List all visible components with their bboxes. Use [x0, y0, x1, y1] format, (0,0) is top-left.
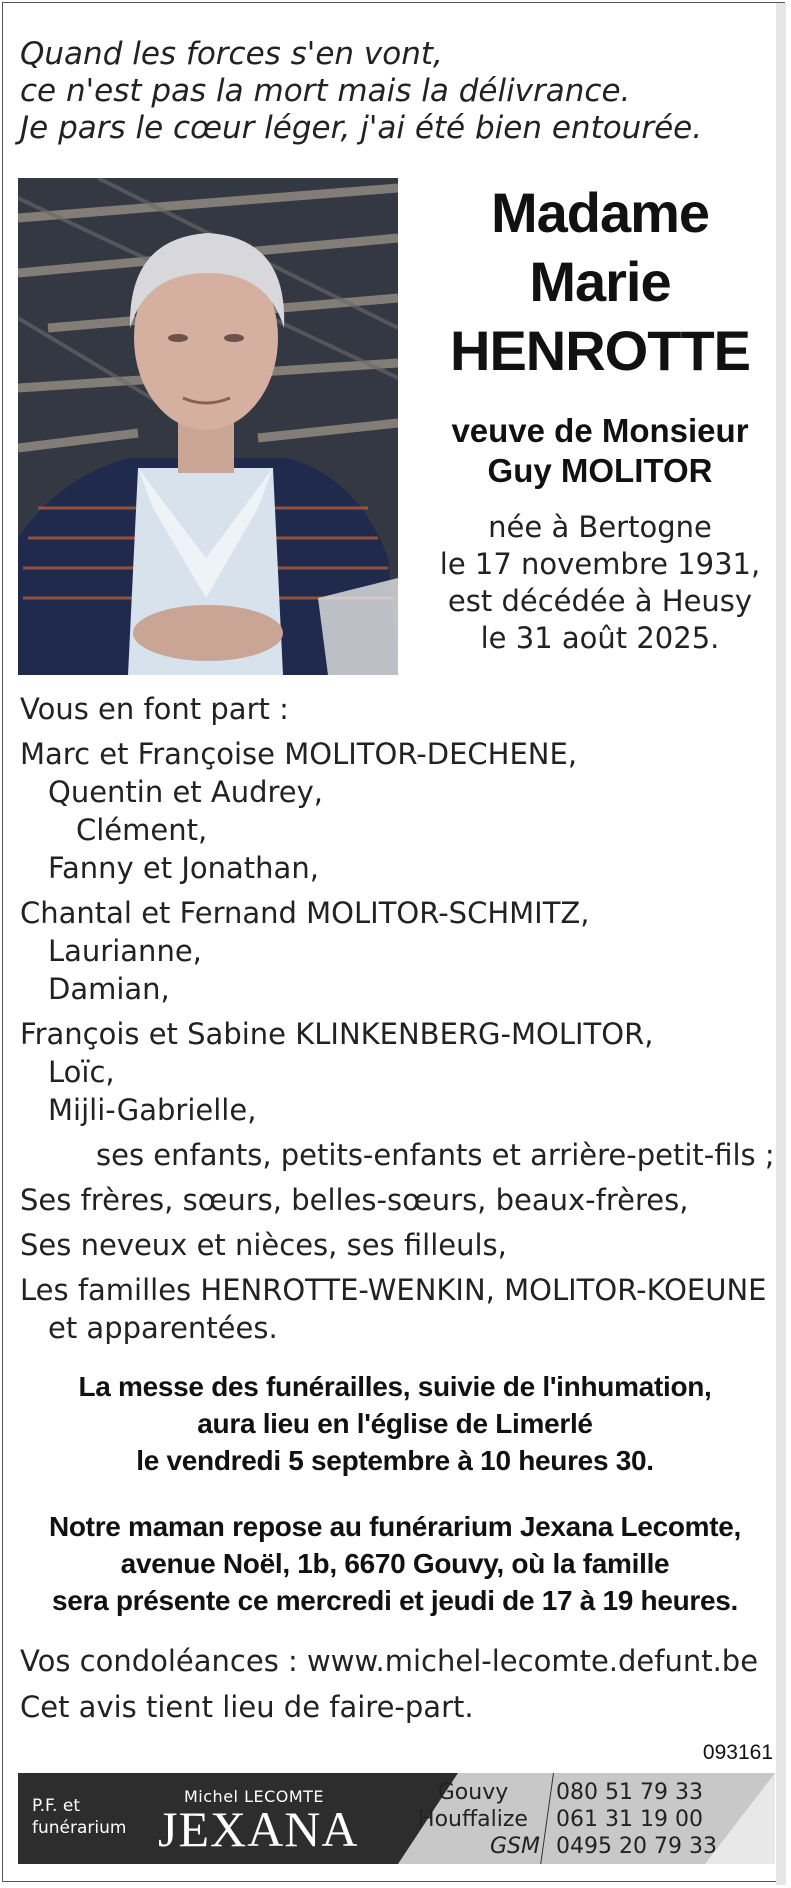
siblings-line: Ses frères, sœurs, belles-sœurs, beaux-frères, — [20, 1183, 689, 1217]
opening-quote — [20, 36, 740, 147]
announcers-intro: Vous en font part : — [20, 692, 289, 726]
phone-number: 0495 20 79 33 — [556, 1834, 717, 1859]
family-member: Laurianne, — [48, 934, 202, 968]
family-member: Clément, — [76, 813, 208, 847]
families-line: Les familles HENROTTE-WENKIN, MOLITOR-KOEUNE — [20, 1273, 767, 1307]
spouse-name: Guy MOLITOR — [487, 452, 713, 489]
deceased-block — [420, 178, 780, 657]
pf-line: funérarium — [32, 1818, 127, 1838]
birth-place: née à Bertogne — [488, 510, 712, 544]
towns-list — [398, 1779, 548, 1860]
family-member: Fanny et Jonathan, — [48, 851, 319, 885]
pf-line: P.F. et — [32, 1796, 80, 1816]
pf-label — [32, 1795, 126, 1839]
condolences-line: Vos condoléances : www.michel-lecomte.defunt.be — [20, 1644, 759, 1678]
family-member: Quentin et Audrey, — [48, 775, 324, 809]
visitation-line: avenue Noël, 1b, 6670 Gouvy, où la famille — [120, 1548, 670, 1579]
widow-line: veuve de Monsieur — [451, 412, 749, 449]
announcers-list — [20, 690, 780, 1347]
deceased-title: Madame — [490, 181, 710, 244]
ceremony-line: La messe des funérailles, suivie de l'inhumation, — [78, 1371, 712, 1402]
family-summary: ses enfants, petits-enfants et arrière-petit-fils ; — [96, 1138, 775, 1172]
widow-of — [420, 411, 780, 491]
ceremony-info — [20, 1368, 770, 1479]
family-member: Mijli-Gabrielle, — [48, 1093, 257, 1127]
family-member: Damian, — [48, 972, 170, 1006]
quote-line: Quand les forces s'en vont, — [20, 36, 443, 72]
visitation-line: sera présente ce mercredi et jeudi de 17 à 19 heures. — [51, 1585, 739, 1616]
visitation-line: Notre maman repose au funérarium Jexana Lecomte, — [48, 1511, 742, 1542]
death-place: est décédée à Heusy — [447, 584, 753, 618]
town: Gouvy — [437, 1780, 509, 1805]
birth-death-info — [420, 509, 780, 657]
portrait-photo — [18, 178, 398, 675]
quote-line: ce n'est pas la mort mais la délivrance. — [20, 73, 631, 109]
nephews-line: Ses neveux et nièces, ses filleuls, — [20, 1228, 507, 1262]
brand-logo: JEXANA — [158, 1801, 359, 1857]
gsm-label: GSM — [490, 1834, 540, 1859]
family-parents: Marc et Françoise MOLITOR-DECHENE, — [20, 737, 578, 771]
faire-part-note: Cet avis tient lieu de faire-part. — [20, 1690, 474, 1724]
funeral-home-banner — [18, 1773, 775, 1864]
death-date: le 31 août 2025. — [480, 621, 720, 655]
phone-list — [556, 1779, 717, 1860]
closing-lines — [20, 1638, 780, 1730]
visitation-info — [20, 1508, 770, 1619]
family-parents: François et Sabine KLINKENBERG-MOLITOR, — [20, 1017, 654, 1051]
family-parents: Chantal et Fernand MOLITOR-SCHMITZ, — [20, 896, 590, 930]
owner-name: Michel LECOMTE — [184, 1787, 325, 1806]
ceremony-line: aura lieu en l'église de Limerlé — [197, 1408, 593, 1439]
quote-line: Je pars le cœur léger, j'ai été bien entourée. — [20, 110, 703, 146]
phone-number: 061 31 19 00 — [556, 1807, 703, 1832]
families-line: et apparentées. — [48, 1311, 278, 1345]
family-member: Loïc, — [48, 1055, 115, 1089]
phone-number: 080 51 79 33 — [556, 1780, 703, 1805]
deceased-last-name: HENROTTE — [450, 319, 750, 382]
reference-number: 093161 — [702, 1741, 773, 1764]
ceremony-line: le vendredi 5 septembre à 10 heures 30. — [136, 1445, 654, 1476]
town: Houffalize — [418, 1807, 528, 1832]
birth-date: le 17 novembre 1931, — [439, 547, 761, 581]
deceased-first-name: Marie — [529, 250, 671, 313]
